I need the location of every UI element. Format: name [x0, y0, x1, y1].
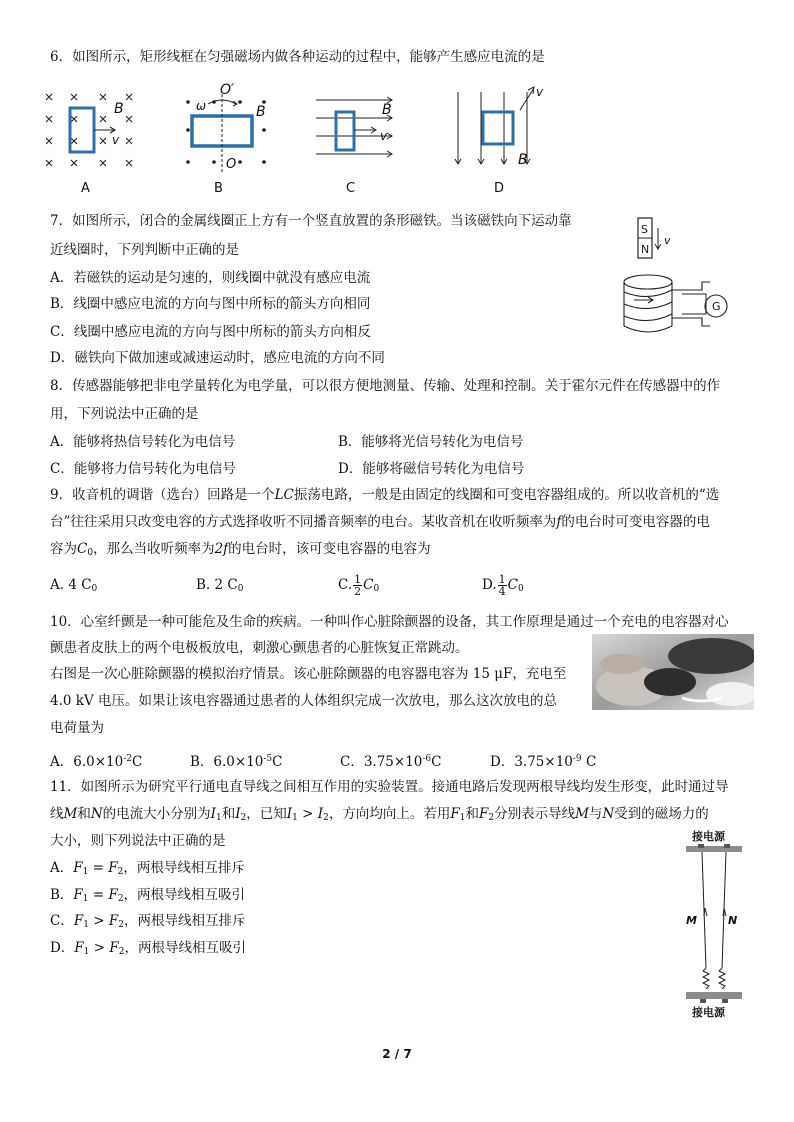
spring-n [719, 968, 725, 989]
bottom-bar [686, 992, 742, 999]
q8-stem-2: 用，下列说法中正确的是 [50, 406, 199, 422]
q6-b-o: O [226, 157, 237, 172]
q8-stem-1: 8．传感器能够把非电学量转化为电学量，可以很方便地测量、传输、处理和控制。关于霍尔元件在传感器中的作 [50, 378, 721, 394]
q6-label-a: A [81, 181, 90, 196]
q6-fig-c [316, 97, 392, 157]
q6-a-b: B [114, 101, 124, 117]
q10-line-3: 右图是一次心脏除颤器的模拟治疗情景。该心脏除颤器的电容器电容为 15 μF，充电至 [50, 666, 567, 682]
q10-option-b: B．$6.0\times 10^{-5}C$ [190, 754, 283, 770]
magnet-n: N [641, 243, 650, 256]
q7-option-a: A．若磁铁的运动是匀速的，则线圈中就没有感应电流 [50, 270, 371, 286]
q10-line-2: 颤患者皮肤上的两个电极板放电，刺激心颤患者的心脏恢复正常跳动。 [50, 640, 469, 656]
fraction-half: $\frac{1}{2}$ [354, 573, 362, 598]
q11-line-1: 11．如图所示为研究平行通电直导线之间相互作用的实验装置。接通电路后发现两根导线均发生形变，此时通过导 [50, 779, 729, 795]
q6-c-v: v [380, 129, 388, 143]
q8-option-d: D．能够将磁信号转化为电信号 [338, 461, 525, 477]
q9-line-1: 9．收音机的调谐（选台）回路是一个LC振荡电路，一般是由固定的线圈和可变电容器组成的。所以收音机的“选 [50, 487, 720, 503]
q6-label-c: C [346, 181, 356, 196]
q10-option-a: A．$6.0\times 10^{-2}C$ [50, 754, 143, 770]
defibrillator-photo [592, 634, 754, 710]
q6-d-b: B [518, 152, 528, 168]
q7-stem-2: 近线圈时，下列判断中正确的是 [50, 242, 239, 258]
spring-m [703, 968, 709, 989]
galvanometer-g: G [712, 300, 721, 313]
q9-option-a: A. 4 $C_0$ [50, 577, 98, 594]
wire-label-n: N [728, 914, 738, 927]
q8-option-a: A．能够将热信号转化为电信号 [50, 434, 236, 450]
q9-line-3: 容为$C_0$，那么当收听频率为2f的电台时，该可变电容器的电容为 [50, 541, 431, 558]
q9-option-b: B. 2 $C_0$ [196, 577, 244, 594]
q11-line-3: 大小，则下列说法中正确的是 [50, 833, 226, 849]
q8-option-b: B．能够将光信号转化为电信号 [338, 434, 524, 450]
q8-option-c: C．能够将力信号转化为电信号 [50, 461, 236, 477]
q9-line-2: 台”往往采用只改变电容的方式选择收听不同播音频率的电台。某收音机在收听频率为f的电台时可变电容器的电 [50, 514, 710, 530]
power-label-bottom: 接电源 [692, 1006, 725, 1019]
wire-label-m: M [686, 914, 697, 927]
q11-line-2: 线M和N的电流大小分别为$I_1$和$I_2$，已知$I_1 > I_2$，方向均向上。若用$F_1$和$F_2$分别表示导线M与N受到的磁场力的 [50, 806, 709, 823]
q6-b-omega: ω [196, 99, 207, 113]
q6-stem: 6．如图所示，矩形线框在匀强磁场内做各种运动的过程中，能够产生感应电流的是 [50, 49, 545, 65]
coil [624, 275, 710, 332]
q6-label-b: B [214, 181, 223, 196]
q6-figure [40, 80, 560, 198]
power-label-top: 接电源 [692, 830, 725, 843]
q10-line-4: 4.0 kV 电压。如果让该电容器通过患者的人体组织完成一次放电，那么这次放电的总 [50, 693, 557, 709]
q11-option-d: D．$F_1 > F_2$，两根导线相互吸引 [50, 940, 246, 957]
q7-option-d: D．磁铁向下做加速或减速运动时，感应电流的方向不同 [50, 350, 385, 366]
fraction-quarter: $\frac{1}{4}$ [498, 573, 506, 598]
page-number: 2 / 7 [382, 1047, 412, 1061]
top-bar [686, 846, 742, 852]
q6-b-b: B [256, 104, 266, 120]
q9-option-c: C. $\frac{1}{2}$ $C_0$ [338, 573, 380, 598]
q10-line-5: 电荷量为 [50, 720, 104, 736]
q11-option-c: C．$F_1 > F_2$，两根导线相互排斥 [50, 913, 246, 930]
q6-d-v: v [536, 85, 544, 99]
q7-option-c: C．线圈中感应电流的方向与图中所标的箭头方向相反 [50, 324, 371, 340]
q6-label-d: D [494, 181, 505, 196]
q6-b-oprime: O′ [220, 82, 235, 98]
q9-option-d: D. $\frac{1}{4}$ $C_0$ [482, 573, 524, 598]
q7-stem-1: 7．如图所示，闭合的金属线圈正上方有一个竖直放置的条形磁铁。当该磁铁向下运动靠 [50, 213, 572, 229]
q7-figure [610, 214, 740, 340]
q10-option-d: D．$3.75\times 10^{-9}$ C [490, 754, 597, 770]
q10-line-1: 10．心室纤颤是一种可能危及生命的疾病。一种叫作心脏除颤器的设备，其工作原理是通过一个充电的电容器对心 [50, 614, 729, 630]
q6-c-b: B [382, 102, 392, 118]
q11-option-a: A．$F_1 = F_2$，两根导线相互排斥 [50, 860, 245, 877]
q11-figure [672, 828, 756, 1024]
q7-option-b: B．线圈中感应电流的方向与图中所标的箭头方向相同 [50, 296, 371, 312]
q10-option-c: C．$3.75\times 10^{-6}C$ [340, 754, 442, 770]
q7-v: v [664, 234, 671, 247]
magnet-s: S [641, 223, 648, 236]
q6-a-v: v [112, 133, 120, 147]
q11-option-b: B．$F_1 = F_2$，两根导线相互吸引 [50, 887, 246, 904]
